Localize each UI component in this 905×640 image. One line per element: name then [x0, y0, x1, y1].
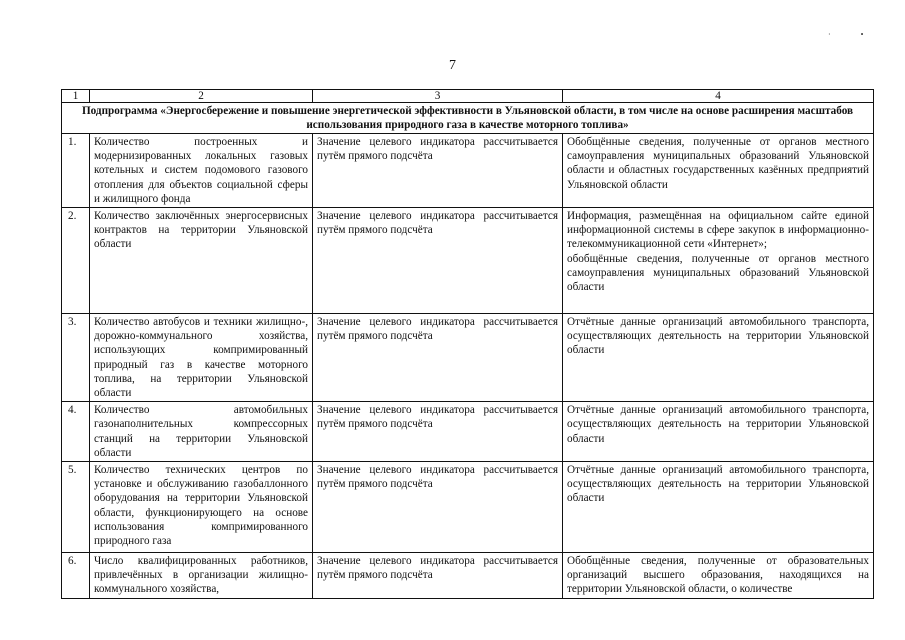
table-row	[62, 402, 874, 462]
table-row	[62, 314, 874, 402]
column-number: 1	[62, 90, 90, 103]
source-part: Информация, размещённая на официальном сайте единой информационной системы в сфере закупок в информационно-телекоммуникационной сети «Интернет»;	[567, 210, 869, 251]
method-cell: Значение целевого индикатора рассчитывается путём прямого подсчёта	[313, 314, 563, 402]
column-number: 4	[563, 90, 874, 103]
indicator-cell: Количество автомобильных газонаполнительных компрессорных станций на территории Ульяновской области	[90, 402, 313, 462]
row-number: 5.	[62, 462, 90, 553]
row-number: 2.	[62, 208, 90, 314]
method-cell: Значение целевого индикатора рассчитывается путём прямого подсчёта	[313, 462, 563, 553]
method-cell: Значение целевого индикатора рассчитывается путём прямого подсчёта	[313, 402, 563, 462]
subprogram-title: Подпрограмма «Энергосбережение и повышение энергетической эффективности в Ульяновской области, в том числе на основе расширения масштабов использования природного газа в качестве моторного топлива»	[62, 103, 874, 134]
table-row	[62, 553, 874, 599]
source-cell: Отчётные данные организаций автомобильного транспорта, осуществляющих деятельность на территории Ульяновской области	[563, 402, 874, 462]
table-row	[62, 134, 874, 208]
indicator-cell: Количество заключённых энергосервисных контрактов на территории Ульяновской области	[90, 208, 313, 314]
indicator-cell: Количество построенных и модернизированных локальных газовых котельных и систем подомового газового отопления для объектов социальной сферы и жилищного фонда	[90, 134, 313, 208]
source-cell: Отчётные данные организаций автомобильного транспорта, осуществляющих деятельность на территории Ульяновской области	[563, 462, 874, 553]
indicator-cell: Число квалифицированных работников, привлечённых в организации жилищно-коммунального хозяйства,	[90, 553, 313, 599]
source-cell	[563, 208, 874, 314]
page-number: 7	[449, 58, 456, 73]
indicators-table	[61, 89, 874, 599]
subprogram-row	[62, 103, 874, 134]
indicator-cell: Количество автобусов и техники жилищно-, дорожно-коммунального хозяйства, использующих компримированный природный газ в качестве моторного топлива, на территории Ульяновской области	[90, 314, 313, 402]
scan-specks: ·•	[828, 30, 894, 39]
column-number: 3	[313, 90, 563, 103]
indicator-cell: Количество технических центров по установке и обслуживанию газобаллонного оборудования на территории Ульяновской области, функционирующего на основе использования компримированного природного газа	[90, 462, 313, 553]
source-part: обобщённые сведения, полученные от органов местного самоуправления муниципальных образований Ульяновской области	[567, 252, 869, 294]
column-number: 2	[90, 90, 313, 103]
table-row	[62, 462, 874, 553]
source-cell: Обобщённые сведения, полученные от образовательных организаций высшего образования, находящихся на территории Ульяновской области, о количестве	[563, 553, 874, 599]
table-row	[62, 208, 874, 314]
source-cell: Обобщённые сведения, полученные от органов местного самоуправления муниципальных образований Ульяновской области и областных государственных казённых предприятий Ульяновской области	[563, 134, 874, 208]
row-number: 3.	[62, 314, 90, 402]
method-cell: Значение целевого индикатора рассчитывается путём прямого подсчёта	[313, 208, 563, 314]
method-cell: Значение целевого индикатора рассчитывается путём прямого подсчёта	[313, 553, 563, 599]
row-number: 6.	[62, 553, 90, 599]
source-cell: Отчётные данные организаций автомобильного транспорта, осуществляющих деятельность на территории Ульяновской области	[563, 314, 874, 402]
row-number: 1.	[62, 134, 90, 208]
column-number-row	[62, 90, 874, 103]
method-cell: Значение целевого индикатора рассчитывается путём прямого подсчёта	[313, 134, 563, 208]
row-number: 4.	[62, 402, 90, 462]
